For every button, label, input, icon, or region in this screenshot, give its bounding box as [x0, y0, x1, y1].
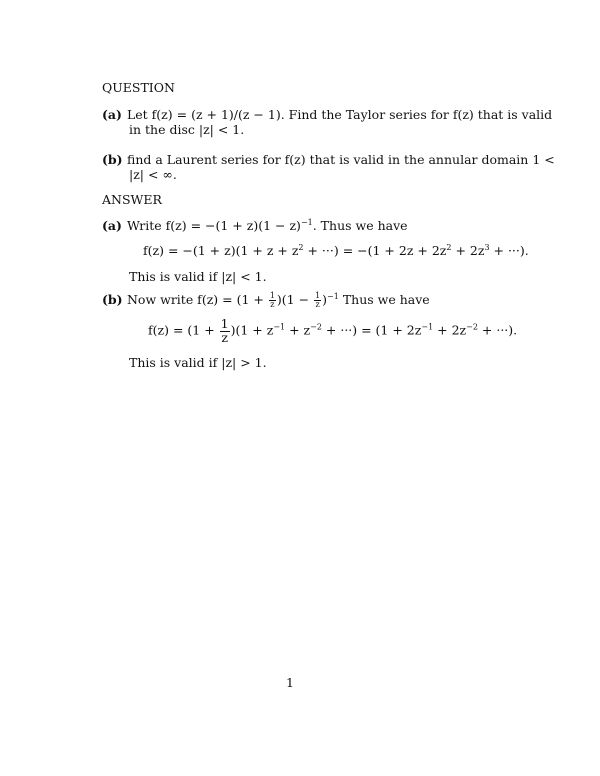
frac-denominator: z — [221, 329, 228, 345]
answer-b-intro-frac2 — [314, 292, 321, 309]
question-heading: QUESTION — [102, 80, 175, 95]
frac-numerator: 1 — [220, 316, 229, 331]
answer-b-intro-mid: )(1 − — [276, 292, 314, 307]
answer-b-eq-exp3: −1 — [421, 322, 434, 332]
answer-b-eq-frac — [220, 318, 230, 344]
answer-b-intro-post: Thus we have — [338, 292, 430, 307]
answer-b-equation — [148, 318, 517, 344]
question-a-line2: in the disc |z| < 1. — [129, 122, 245, 137]
question-a-label: (a) — [102, 107, 122, 122]
answer-a-eq-part3: + 2z — [451, 243, 485, 258]
answer-b-eq-mid3: + ···) = (1 + 2z — [321, 322, 422, 338]
answer-a-intro-exp: −1 — [300, 218, 313, 227]
question-b-text: find a Laurent series for f(z) that is valid in the annular domain 1 < — [126, 152, 555, 167]
answer-a-label: (a) — [102, 218, 122, 233]
frac-numerator: 1 — [269, 291, 275, 300]
answer-a-eq-part2: + ···) = −(1 + 2z + 2z — [303, 243, 447, 258]
frac-numerator: 1 — [315, 291, 321, 300]
frac-denominator: z — [270, 300, 275, 309]
answer-a-valid: This is valid if |z| < 1. — [129, 269, 267, 284]
answer-b-eq-mid1: )(1 + z — [230, 322, 274, 338]
answer-b-eq-exp1: −1 — [273, 322, 286, 332]
answer-a-eq-exp2: 2 — [446, 243, 452, 252]
question-a-line1 — [102, 107, 552, 122]
answer-a-intro-post: . Thus we have — [312, 218, 408, 233]
answer-heading: ANSWER — [102, 192, 162, 207]
answer-b-intro-exp: −1 — [327, 292, 339, 301]
answer-b-valid: This is valid if |z| > 1. — [129, 355, 267, 370]
answer-b-eq-pre: f(z) = (1 + — [148, 322, 219, 338]
frac-denominator: z — [315, 300, 320, 309]
answer-a-intro-pre: Write f(z) = −(1 + z)(1 − z) — [126, 218, 301, 233]
answer-a-eq-exp3: 3 — [484, 243, 490, 252]
answer-a-eq-part1: f(z) = −(1 + z)(1 + z + z — [143, 243, 299, 258]
answer-b-intro — [102, 292, 430, 309]
question-b-line2: |z| < ∞. — [129, 167, 177, 182]
answer-b-intro-close: ) — [322, 292, 328, 307]
answer-b-intro-pre: Now write f(z) = (1 + — [126, 292, 268, 307]
answer-a-intro — [102, 218, 408, 233]
question-b-label: (b) — [102, 152, 123, 167]
answer-b-eq-end: + ···). — [477, 322, 518, 338]
answer-b-eq-exp4: −2 — [466, 322, 478, 332]
answer-b-eq-exp2: −2 — [310, 322, 322, 332]
answer-a-equation — [143, 243, 529, 258]
answer-b-intro-frac1 — [269, 292, 276, 309]
answer-a-eq-exp1: 2 — [298, 243, 304, 252]
answer-b-label: (b) — [102, 292, 123, 307]
answer-a-eq-part4: + ···). — [489, 243, 529, 258]
question-b-line1 — [102, 152, 555, 167]
answer-b-eq-mid2: + z — [285, 322, 311, 338]
page-number: 1 — [286, 675, 294, 690]
question-a-text: Let f(z) = (z + 1)/(z − 1). Find the Taylor series for f(z) that is valid — [126, 107, 553, 122]
answer-b-eq-mid4: + 2z — [433, 322, 467, 338]
